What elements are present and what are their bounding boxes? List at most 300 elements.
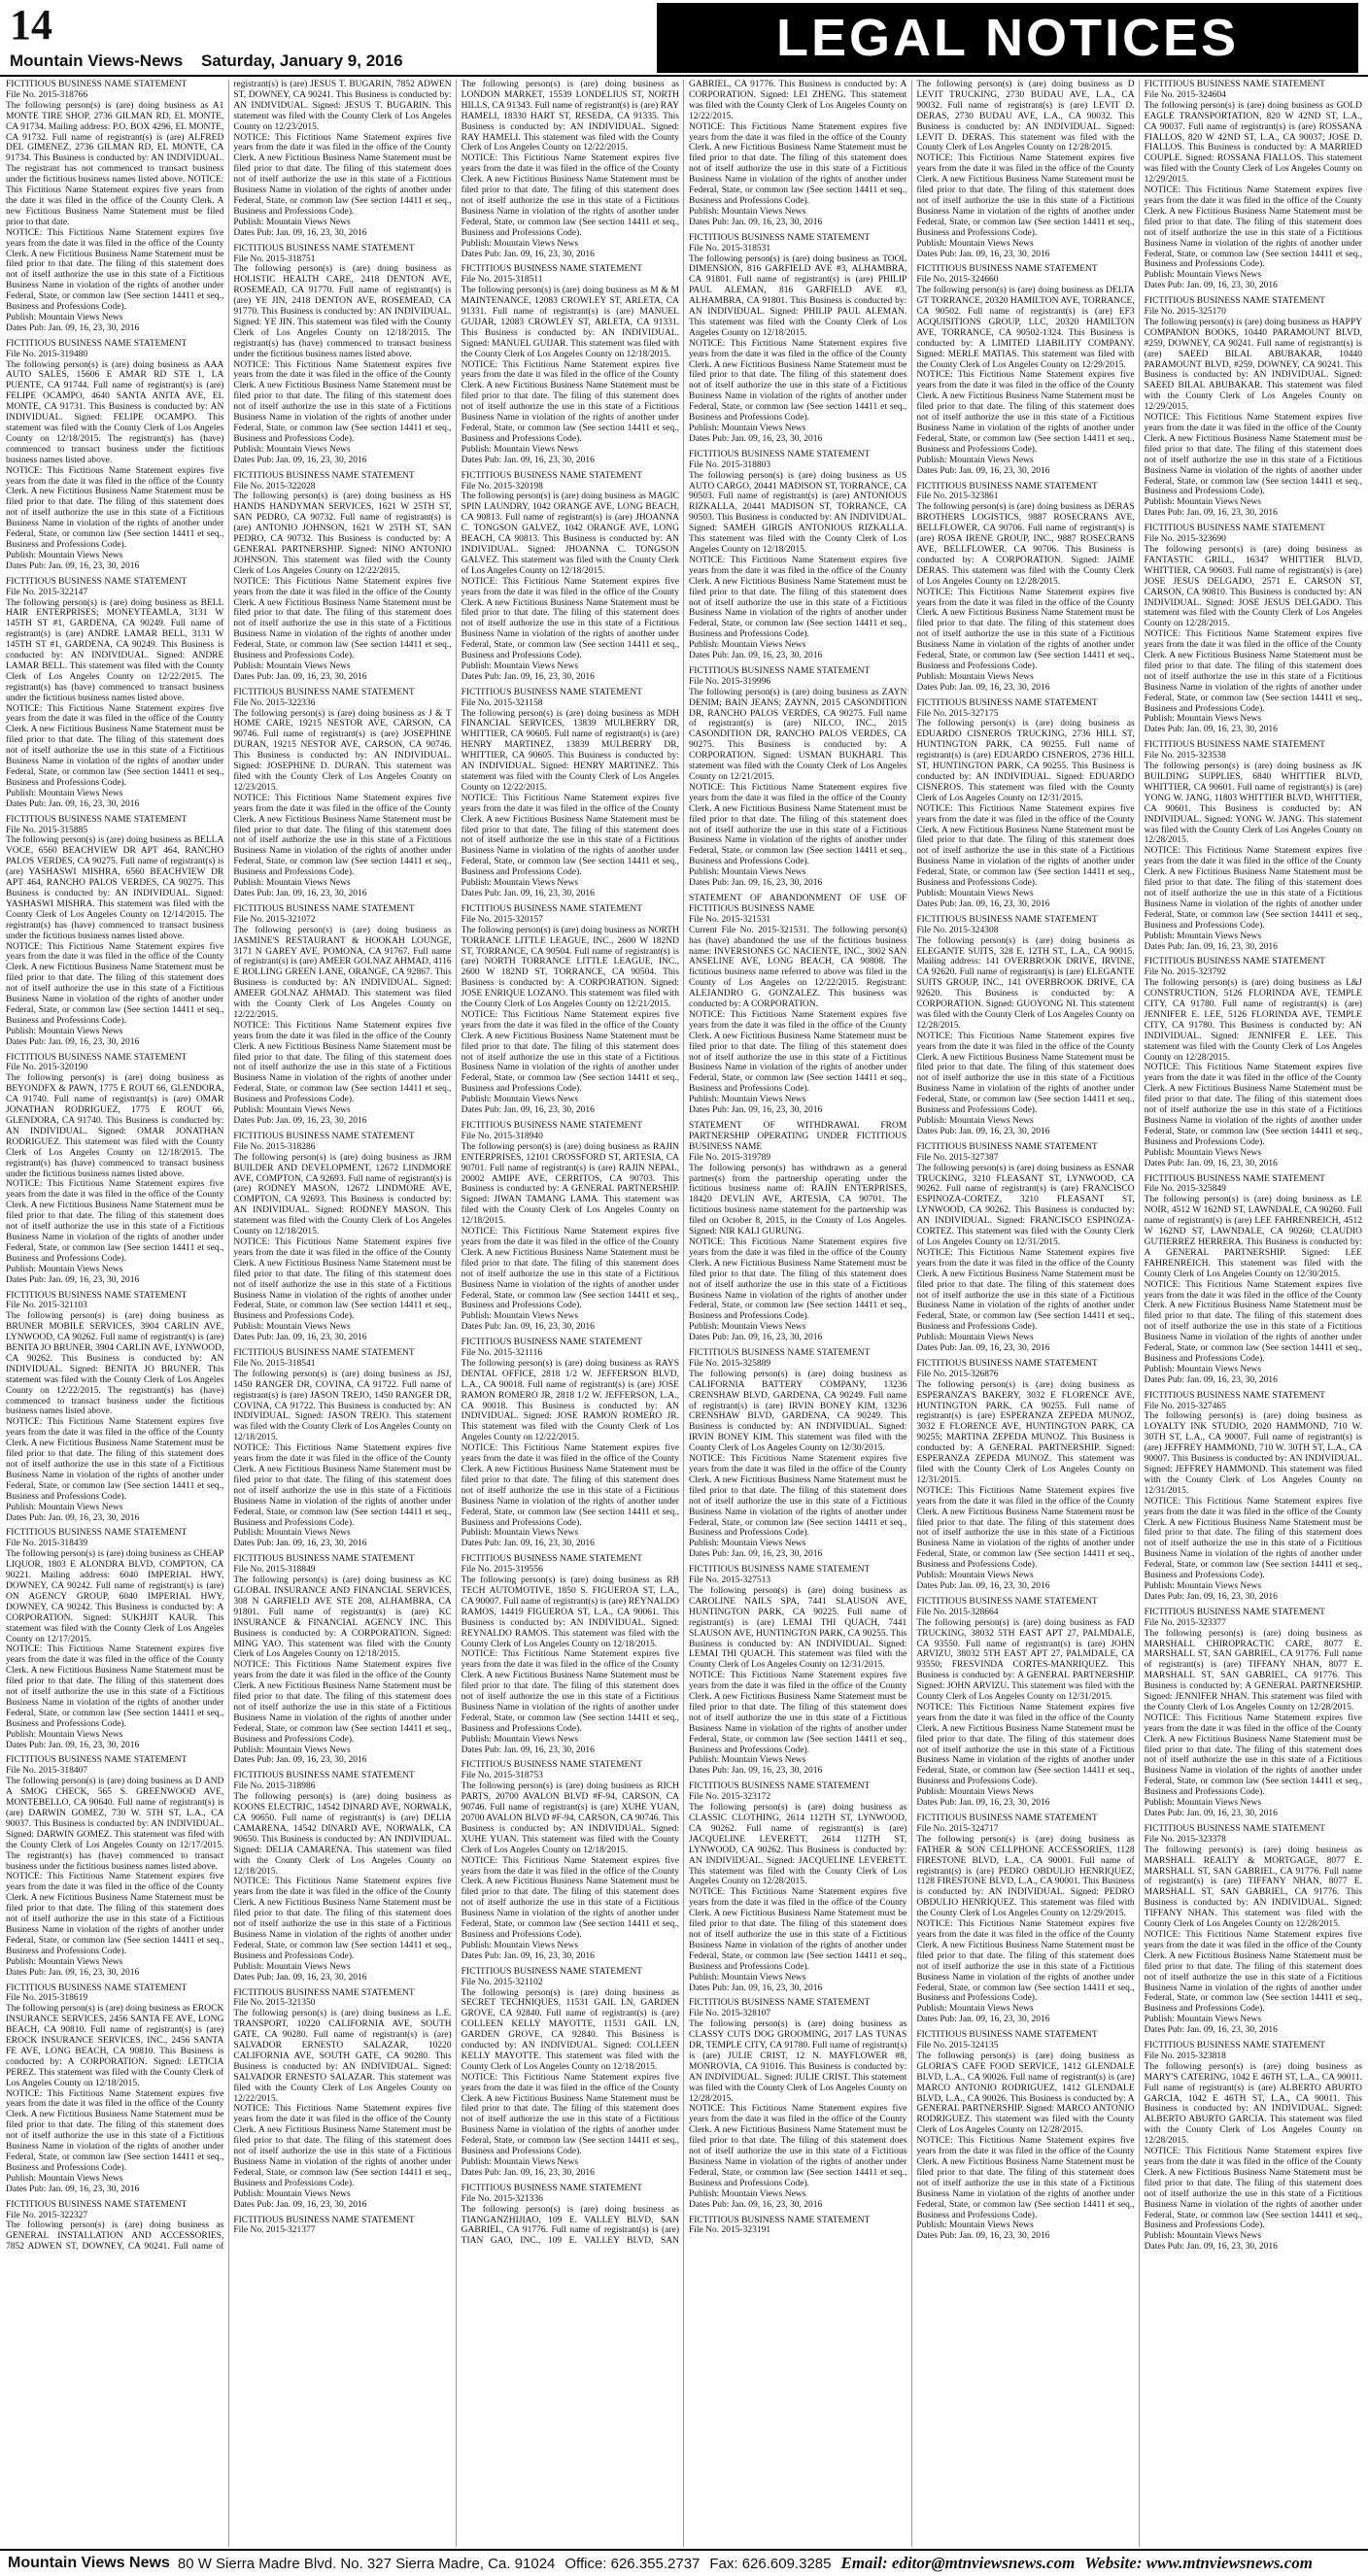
notice-publication-dates: Dates Pub: Jan. 09, 16, 23, 30, 2016 (688, 878, 823, 889)
notice-file-number: File No. 2015-319556 (461, 1565, 543, 1576)
legal-notice (689, 1998, 906, 2210)
notice-file-number: File No. 2015-326876 (916, 1369, 999, 1379)
footer-email[interactable]: Email: editor@mtnviewsnews.com (840, 2554, 1076, 2572)
notice-body: The following person(s) is (are) doing business as US AUTO CARGO, 20441 MADISON ST, TORRANCE, CA 90503. Full name of registrant(s) is (are) ANTONIOUS RIZKALLA, 20441 MADISON ST, TORRANCE, CA 90503. This Business is conducted by: AN INDIVIDUAL. Signed: SAMEH GIRGIS ANTONIOUS RIZKALLA. This statement was filed with the County Clerk of Los Angeles County on 12/18/2015. (688, 470, 907, 555)
notice-publication-dates: Dates Pub: Jan. 09, 16, 23, 30, 2016 (1144, 941, 1278, 952)
notice-heading: FICTITIOUS BUSINESS NAME STATEMENT (233, 1987, 415, 1998)
notice-file-number: File No. 2015-318541 (233, 1358, 316, 1369)
notice-expiry-text: NOTICE: This Fictitious Name Statement expires five years from the date it was filed in the office of the County Clerk. A new Fictitious Business Name Statement must be filed prior to that date. The filing of this statement does not of itself authorize the use in this state of a Fictitious Business Name in violation of the rights of another under Federal, State, or common law (See section 14411 et seq., Business and Professions Code). (233, 1237, 452, 1322)
legal-notice (1145, 740, 1362, 952)
notice-body: The following person(s) is (are) doing business as SECRET TECHNIQUES, 11531 GAIL LN, GARDEN GROVE, CA 92840. Full name of registrant(s) is (are) COLLEEN KELLY MAYOTTE, 11531 GAIL LN, GARDEN GROVE, CA 92840. This Business is conducted by: AN INDIVIDUAL. Signed: COLLEEN KELLY MAYOTTE. This statement was filed with the County Clerk of Los Angeles County on 12/18/2015. (461, 1987, 679, 2072)
notice-publisher: Publish: Mountain Views News (688, 1322, 806, 1333)
notice-body: The following person(s) is (are) doing business as JASMINE'S RESTAURANT & HOOKAH LOUNGE, 3171 N GAREY AVE, POMONA, CA 91767. Full name of registrant(s) is (are) AMEER GOLNAZ AHMAD, 4116 E ROLLING GREEN LANE, ORANGE, CA 92867. This Business is conducted by: AN INDIVIDUAL. Signed: AMEER GOLNAZ AHMAD. This statement was filed with the County Clerk of Los Angeles County on 12/22/2015. (233, 925, 452, 1020)
notice-heading: FICTITIOUS BUSINESS NAME STATEMENT (461, 1338, 643, 1348)
notice-body: The following person(s) has withdrawn as a general partner(s) from the partnership operating under the fictitious business name of: RAJIN ENTERPRISES, 18420 DEVLIN AVE, ARTESIA, CA 90701. The fictitious business name statement for the partnership was filed on October 8, 2015, in the County of Los Angeles. Signed: NIR KALI GURUNG. (688, 1163, 907, 1237)
notice-heading: FICTITIOUS BUSINESS NAME STATEMENT (461, 687, 643, 697)
notice-file-number: File No. 2015-321116 (461, 1348, 543, 1359)
notice-body: The following person(s) is (are) doing business as A1 MONTE TIRE SHOP, 2736 GILMAN RD, EL MONTE, CA 91734. Mailing address: P.O. BOX 4296, EL MONTE, CA 91732. Full name of registrant(s) is (are) ALFRED DEL GIMENEZ, 2736 GILMAN RD, EL MONTE, CA 91734. This Business is conducted by: AN INDIVIDUAL. The registrant has not commenced to transact business under the fictitious business names listed above. NOTICE: This Fictitious Name Statement expires five years from the date it was filed in the office of the County Clerk. A new Fictitious Business Name Statement must be filed prior to that date. (6, 100, 224, 227)
notice-heading: FICTITIOUS BUSINESS NAME STATEMENT (916, 1813, 1098, 1823)
notice-file-number: File No. 2015-319789 (688, 1152, 771, 1163)
notice-publisher: Publish: Mountain Views News (461, 1734, 579, 1745)
notice-body: The following person(s) is (are) doing business as TOOL DIMENSION, 816 GARFIELD AVE #3, ALHAMBRA, CA 91801. Full name of registrant(s) is (are) PHILIP PAUL ALEMAN, 816 GARFIELD AVE #3, ALHAMBRA, CA 91801. This Business is conducted by: AN INDIVIDUAL. Signed: PHILIP PAUL ALEMAN. This statement was filed with the County Clerk of Los Angeles County on 12/18/2015. (688, 254, 907, 338)
notice-body: The following person(s) is (are) doing business as JRM BUILDER AND DEVELOPMENT, 12672 LINDMORE AVE, COMPTON, CA 92693. Full name of registrant(s) is (are) RODNEY MASON, 12672 LINDMORE AVE, COMPTON, CA 92693. This Business is conducted by: AN INDIVIDUAL. Signed: RODNEY MASON. This statement was filed with the County Clerk of Los Angeles County on 12/18/2015. (233, 1152, 452, 1237)
notice-publisher: Publish: Mountain Views News (688, 1972, 806, 1983)
notice-publisher: Publish: Mountain Views News (233, 1745, 351, 1755)
notice-expiry-text: NOTICE: This Fictitious Name Statement expires five years from the date it was filed in the office of the County Clerk. A new Fictitious Business Name Statement must be filed prior to that date. The filing of this statement does not of itself authorize the use in this state of a Fictitious Business Name in violation of the rights of another under Federal, State, or common law (See section 14411 et seq., Business and Professions Code). (461, 1009, 679, 1095)
notice-publisher: Publish: Mountain Views News (233, 217, 351, 227)
legal-notices-columns (6, 80, 1362, 2547)
legal-notice (1145, 1824, 1362, 2036)
notice-heading: FICTITIOUS BUSINESS NAME STATEMENT (461, 264, 643, 275)
legal-notice (233, 688, 451, 899)
notice-file-number: File No. 2015-327465 (1144, 1401, 1226, 1411)
notice-file-number: File No. 2015-318766 (6, 89, 88, 100)
notice-publisher: Publish: Mountain Views News (461, 444, 579, 455)
notice-publication-dates: Dates Pub: Jan. 09, 16, 23, 30, 2016 (461, 1745, 595, 1755)
notice-publisher: Publish: Mountain Views News (916, 238, 1034, 249)
notice-expiry-text: NOTICE: This Fictitious Name Statement expires five years from the date it was filed in the office of the County Clerk. A new Fictitious Business Name Statement must be filed prior to that date. The filing of this statement does not of itself authorize the use in this state of a Fictitious Business Name in violation of the rights of another under Federal, State, or common law (See section 14411 et seq., Business and Professions Code). (1144, 1496, 1362, 1581)
notice-publication-dates: Dates Pub: Jan. 09, 16, 23, 30, 2016 (1144, 1158, 1278, 1169)
notice-publisher: Publish: Mountain Views News (6, 1264, 123, 1274)
legal-notice (916, 264, 1134, 476)
notice-expiry-text: NOTICE: This Fictitious Name Statement expires five years from the date it was filed in the office of the County Clerk. A new Fictitious Business Name Statement must be filed prior to that date. The filing of this statement does not of itself authorize the use in this state of a Fictitious Business Name in violation of the rights of another under Federal, State, or common law (See section 14411 et seq., Business and Professions Code). (688, 782, 907, 867)
legal-notice (916, 698, 1134, 910)
notice-heading: FICTITIOUS BUSINESS NAME STATEMENT (6, 1983, 188, 1993)
notice-expiry-text: NOTICE: This Fictitious Name Statement expires five years from the date it was filed in the office of the County Clerk. A new Fictitious Business Name Statement must be filed prior to that date. The filing of this statement does not of itself authorize the use in this state of a Fictitious Business Name in violation of the rights of another under Federal, State, or common law (See section 14411 et seq., Business and Professions Code). (233, 1443, 452, 1528)
notice-file-number: File No. 2015-323690 (1144, 534, 1226, 545)
notice-file-number: File No. 2015-318511 (461, 275, 543, 286)
legal-notice (689, 450, 906, 661)
notice-publisher: Publish: Mountain Views News (233, 1105, 351, 1116)
notice-file-number: File No. 2015-320190 (6, 1063, 88, 1073)
notice-publication-dates: Dates Pub: Jan. 09, 16, 23, 30, 2016 (916, 1798, 1050, 1809)
notice-publication-dates: Dates Pub: Jan. 09, 16, 23, 30, 2016 (461, 1950, 595, 1961)
notice-file-number: File No. 2015-323861 (916, 491, 999, 502)
notice-publisher: Publish: Mountain Views News (6, 1729, 123, 1740)
notice-file-number: File No. 2015-318849 (233, 1565, 316, 1576)
notice-publisher: Publish: Mountain Views News (461, 2157, 579, 2167)
notice-expiry-text: NOTICE: This Fictitious Name Statement expires five years from the date it was filed in the office of the County Clerk. A new Fictitious Business Name Statement must be filed prior to that date. The filing of this statement does not of itself authorize the use in this state of a Fictitious Business Name in violation of the rights of another under Federal, State, or common law (See section 14411 et seq., Business and Professions Code). (1144, 1929, 1362, 2015)
notice-body: Current File No. 2015-321531. The following person(s) has (have) abandoned the use of the fictitious business name: INVERSIONES GC NACIENTE, INC., 3002 SAN ANSELINE AVE, LONG BEACH, CA 90808. The fictitious business name referred to above was filed in the County of Los Angeles on 12/22/2015. Registrant: ALEJANDRO G. GONZALEZ. This business was conducted by: A CORPORATION. (688, 925, 907, 1010)
notice-expiry-text: NOTICE: This Fictitious Name Statement expires five years from the date it was filed in the office of the County Clerk. A new Fictitious Business Name Statement must be filed prior to that date. The filing of this statement does not of itself authorize the use in this state of a Fictitious Business Name in violation of the rights of another under Federal, State, or common law (See section 14411 et seq., Business and Professions Code). (461, 1443, 679, 1528)
notice-publisher: Publish: Mountain Views News (461, 878, 579, 889)
legal-notice (462, 904, 679, 1116)
notice-publisher: Publish: Mountain Views News (916, 671, 1034, 682)
notice-expiry-text: NOTICE: This Fictitious Name Statement expires five years from the date it was filed in the office of the County Clerk. A new Fictitious Business Name Statement must be filed prior to that date. The filing of this statement does not of itself authorize the use in this state of a Fictitious Business Name in violation of the rights of another under Federal, State, or common law (See section 14411 et seq., Business and Professions Code). (233, 1660, 452, 1745)
notice-file-number: File No. 2015-319996 (688, 676, 771, 687)
notice-publication-dates: Dates Pub: Jan. 09, 16, 23, 30, 2016 (1144, 1591, 1278, 1602)
notice-heading: FICTITIOUS BUSINESS NAME STATEMENT (6, 1052, 188, 1063)
notice-body: The following person(s) is (are) doing business as JK BUILDING SUPPLIES, 6840 WHITTIER BLVD, WHITTIER, CA 90601. Full name of registrant(s) is (are) YONG W. JANG, 11803 WHITTIER BLVD, WHITTIER, CA 90601. This Business is conducted by: AN INDIVIDUAL. Signed: YONG W. JANG. This statement was filed with the County Clerk of Los Angeles County on 12/28/2015. (1144, 762, 1362, 846)
notice-file-number: File No. 2015-324135 (916, 2041, 999, 2051)
notice-publication-dates: Dates Pub: Jan. 09, 16, 23, 30, 2016 (1144, 1374, 1278, 1385)
notice-heading: FICTITIOUS BUSINESS NAME STATEMENT (916, 1141, 1098, 1152)
notice-body: The following person(s) is (are) doing business as BRUNER MOBILE SERVICES, 3904 CARLIN AVE, LYNWOOD, CA 90262. Full name of registrant(s) is (are) BENITA JO BRUNER, 3904 CARLIN AVE, LYNWOOD, CA 90262. This Business is conducted by: AN INDIVIDUAL. Signed: BENITA JO BRUNER. This statement was filed with the County Clerk of Los Angeles County on 12/22/2015. The registrant(s) has (have) commenced to transact business under the fictitious business names listed above. (6, 1311, 224, 1417)
legal-notice (1145, 524, 1362, 735)
notice-file-number: File No. 2015-318753 (461, 1771, 543, 1781)
notice-file-number: File No. 2015-321336 (461, 2193, 543, 2204)
notice-file-number: File No. 2015-318619 (6, 1993, 88, 2004)
legal-notice (6, 1755, 223, 1978)
notice-publisher: Publish: Mountain Views News (461, 1940, 579, 1950)
notice-heading: FICTITIOUS BUSINESS NAME STATEMENT (233, 1771, 415, 1781)
notice-body: The following person(s) is (are) doing business as RAJIN ENTERPRISES, 12101 CROSSFORD ST, ARTESIA, CA 90701. Full name of registrant(s) is (are) RAJIN NEPAL, 20002 AMIPE AVE, CERRITOS, CA 90703. This Business is conducted by: A GENERAL PARTNERSHIP. Signed: JIWAN TAMANG LAMA. This statement was filed with the County Clerk of Los Angeles County on 12/18/2015. (461, 1141, 679, 1227)
footer-publication: Mountain Views News (8, 2555, 170, 2571)
notice-expiry-text: NOTICE: This Fictitious Name Statement expires five years from the date it was filed in the office of the County Clerk. A new Fictitious Business Name Statement must be filed prior to that date. The filing of this statement does not of itself authorize the use in this state of a Fictitious Business Name in violation of the rights of another under Federal, State, or common law (See section 14411 et seq., Business and Professions Code). (916, 153, 1135, 238)
notice-heading: FICTITIOUS BUSINESS NAME STATEMENT (233, 1131, 415, 1141)
notice-file-number: File No. 2015-325889 (688, 1358, 771, 1369)
notice-publication-dates: Dates Pub: Jan. 09, 16, 23, 30, 2016 (461, 671, 595, 682)
notice-heading: FICTITIOUS BUSINESS NAME STATEMENT (1144, 296, 1325, 307)
legal-notice (462, 1121, 679, 1333)
notice-heading: FICTITIOUS BUSINESS NAME STATEMENT (1144, 1607, 1325, 1617)
footer-phone: Office: 626.355.2737 (564, 2555, 701, 2572)
notice-publication-dates: Dates Pub: Jan. 09, 16, 23, 30, 2016 (1144, 2242, 1278, 2253)
notice-publisher: Publish: Mountain Views News (233, 444, 351, 455)
notice-expiry-text: NOTICE: This Fictitious Name Statement expires five years from the date it was filed in the office of the County Clerk. A new Fictitious Business Name Statement must be filed prior to that date. The filing of this statement does not of itself authorize the use in this state of a Fictitious Business Name in violation of the rights of another under Federal, State, or common law (See section 14411 et seq., Business and Professions Code). (916, 1031, 1135, 1116)
notice-publication-dates: Dates Pub: Jan. 09, 16, 23, 30, 2016 (688, 1549, 823, 1560)
notice-expiry-text: NOTICE: This Fictitious Name Statement expires five years from the date it was filed in the office of the County Clerk. A new Fictitious Business Name Statement must be filed prior to that date. The filing of this statement does not of itself authorize the use in this state of a Fictitious Business Name in violation of the rights of another under Federal, State, or common law (See section 14411 et seq., Business and Professions Code). (688, 1237, 907, 1322)
notice-publisher: Publish: Mountain Views News (688, 2188, 806, 2199)
notice-publication-dates: Dates Pub: Jan. 09, 16, 23, 30, 2016 (233, 1333, 367, 1343)
legal-notice (233, 1348, 451, 1549)
legal-notice (6, 80, 223, 334)
notice-file-number: File No. 2015-321350 (233, 1998, 316, 2009)
notice-body: The following person(s) is (are) doing business as LE NOIR, 4512 W 162ND ST, LAWNDALE, CA 90260. Full name of registrant(s) is (are) LEE FAHRENREICH, 4512 W 162ND ST, LAWNDALE, CA 90260; CLAUDIO GUTIERREZ HERRERA. This Business is conducted by: A GENERAL PARTNERSHIP. Signed: LEE FAHRENREICH. This statement was filed with the County Clerk of Los Angeles County on 12/30/2015. (1144, 1195, 1362, 1279)
notice-expiry-text: NOTICE: This Fictitious Name Statement expires five years from the date it was filed in the office of the County Clerk. A new Fictitious Business Name Statement must be filed prior to that date. The filing of this statement does not of itself authorize the use in this state of a Fictitious Business Name in violation of the rights of another under Federal, State, or common law (See section 14411 et seq., Business and Professions Code). (916, 803, 1135, 889)
notice-publisher: Publish: Mountain Views News (461, 238, 579, 249)
footer-address: 80 W Sierra Madre Blvd. No. 327 Sierra Madre, Ca. 91024 (177, 2555, 556, 2572)
notice-publication-dates: Dates Pub: Jan. 09, 16, 23, 30, 2016 (688, 651, 823, 661)
notice-publication-dates: Dates Pub: Jan. 09, 16, 23, 30, 2016 (1144, 2025, 1278, 2036)
notice-publisher: Publish: Mountain Views News (1144, 1147, 1262, 1158)
legal-notice (1145, 296, 1362, 519)
notice-expiry-text: NOTICE: This Fictitious Name Statement expires five years from the date it was filed in the office of the County Clerk. A new Fictitious Business Name Statement must be filed prior to that date. The filing of this statement does not of itself authorize the use in this state of a Fictitious Business Name in violation of the rights of another under Federal, State, or common law (See section 14411 et seq., Business and Professions Code). (916, 587, 1135, 671)
notice-heading: STATEMENT OF WITHDRAWAL FROM PARTNERSHIP OPERATING UNDER FICTITIOUS BUSINESS NAME (688, 1121, 907, 1152)
notice-publication-dates: Dates Pub: Jan. 09, 16, 23, 30, 2016 (916, 2015, 1050, 2025)
legal-notice (689, 1565, 906, 1777)
notice-expiry-text: NOTICE: This Fictitious Name Statement expires five years from the date it was filed in the office of the County Clerk. A new Fictitious Business Name Statement must be filed prior to that date. The filing of this statement does not of itself authorize the use in this state of a Fictitious Business Name in violation of the rights of another under Federal, State, or common law (See section 14411 et seq., Business and Professions Code). (916, 1247, 1135, 1333)
notice-body: The following person(s) is (are) doing business as D LEVIT TRUCKING, 2730 BUDAU AVE, L.A., CA 90032. Full name of registrant(s) is (are) LEVIT D. DERAS, 2730 BUDAU AVE, L.A., CA 90032. This Business is conducted by: AN INDIVIDUAL. Signed: LEVIT D. DERAS. This statement was filed with the County Clerk of Los Angeles County on 12/28/2015. (916, 80, 1135, 153)
legal-notice (916, 1142, 1134, 1354)
masthead-rule (0, 75, 1368, 77)
notice-expiry-text: NOTICE: This Fictitious Name Statement expires five years from the date it was filed in the office of the County Clerk. A new Fictitious Business Name Statement must be filed prior to that date. The filing of this statement does not of itself authorize the use in this state of a Fictitious Business Name in violation of the rights of another under Federal, State, or common law (See section 14411 et seq., Business and Professions Code). (233, 793, 452, 878)
notice-file-number: File No. 2015-320157 (461, 914, 543, 925)
legal-notice (689, 1781, 906, 1993)
notice-heading: FICTITIOUS BUSINESS NAME STATEMENT (1144, 957, 1325, 967)
notice-publication-dates: Dates Pub: Jan. 09, 16, 23, 30, 2016 (6, 1512, 140, 1523)
notice-body: The following person(s) is (are) doing business as MAGIC SPIN LAUNDRY, 1042 ORANGE AVE, LONG BEACH, CA 90813. Full name of registrant(s) is (are) JHOANNA C. TONGSON GALVEZ, 1042 ORANGE AVE, LONG BEACH, CA 90813. This Business is conducted by: AN INDIVIDUAL. Signed: JHOANNA C. TONGSON GALVEZ. This statement was filed with the County Clerk of Los Angeles County on 12/18/2015. (461, 491, 679, 576)
notice-heading: FICTITIOUS BUSINESS NAME STATEMENT (916, 697, 1098, 708)
notice-expiry-text: NOTICE: This Fictitious Name Statement expires five years from the date it was filed in the office of the County Clerk. A new Fictitious Business Name Statement must be filed prior to that date. The filing of this statement does not of itself authorize the use in this state of a Fictitious Business Name in violation of the rights of another under Federal, State, or common law (See section 14411 et seq., Business and Professions Code). (6, 1644, 224, 1729)
notice-publication-dates: Dates Pub: Jan. 09, 16, 23, 30, 2016 (6, 1967, 140, 1978)
notice-publisher: Publish: Mountain Views News (1144, 2231, 1262, 2242)
notice-body: The following person(s) is (are) doing business as J & T HOME CARE, 19215 NESTOR AVE, CARSON, CA 90746. Full name of registrant(s) is (are) JOSEPHINE DURAN, 19215 NESTOR AVE, CARSON, CA 90746. This Business is conducted by: AN INDIVIDUAL. Signed: JOSEPHINE D. DURAN. This statement was filed with the County Clerk of Los Angeles County on 12/23/2015. (233, 708, 452, 793)
notice-publisher: Publish: Mountain Views News (1144, 2015, 1262, 2025)
notice-publication-dates: Dates Pub: Jan. 09, 16, 23, 30, 2016 (916, 1580, 1050, 1591)
notice-expiry-text: NOTICE: This Fictitious Name Statement expires five years from the date it was filed in the office of the County Clerk. A new Fictitious Business Name Statement must be filed prior to that date. The filing of this statement does not of itself authorize the use in this state of a Fictitious Business Name in violation of the rights of another under Federal, State, or common law (See section 14411 et seq., Business and Professions Code). (461, 1855, 679, 1940)
notice-heading: FICTITIOUS BUSINESS NAME STATEMENT (233, 1348, 415, 1359)
notice-body: The following person(s) is (are) doing business as CLASSIC CLOTHING, 2614 112TH ST, LYNWOOD, CA 90262. Full name of registrant(s) is (are) JACQUELINE LEVERETT, 2614 112TH ST, LYNWOOD, CA 90262. This Business is conducted by: AN INDIVIDUAL. Signed: JACQUELINE LEVERETT. This statement was filed with the County Clerk of Los Angeles County on 12/28/2015. (688, 1803, 907, 1887)
notice-heading: FICTITIOUS BUSINESS NAME STATEMENT (233, 903, 415, 914)
notice-publisher: Publish: Mountain Views News (916, 888, 1034, 898)
footer-website[interactable]: Website: www.mtnviewsnews.com (1084, 2554, 1314, 2572)
notice-expiry-text: NOTICE: This Fictitious Name Statement expires five years from the date it was filed in the office of the County Clerk. A new Fictitious Business Name Statement must be filed prior to that date. The filing of this statement does not of itself authorize the use in this state of a Fictitious Business Name in violation of the rights of another under Federal, State, or common law (See section 14411 et seq., Business and Professions Code). (461, 153, 679, 238)
notice-publisher: Publish: Mountain Views News (916, 1333, 1034, 1343)
notice-file-number: File No. 2015-327387 (916, 1152, 999, 1163)
section-title: LEGAL NOTICES (775, 9, 1240, 67)
legal-notice (233, 1771, 451, 1983)
legal-notice (916, 1813, 1134, 2025)
notice-body: The following person(s) is (are) doing business as M & M MAINTENANCE, 12083 CROWLEY ST, ARLETA, CA 91331. Full name of registrant(s) is (are) MANUEL GUIJAR, 12083 CROWLEY ST, ARLETA, CA 91331. This Business is conducted by: AN INDIVIDUAL. Signed: MANUEL GUIJAR. This statement was filed with the County Clerk of Los Angeles County on 12/18/2015. (461, 286, 679, 359)
notice-expiry-text: NOTICE: This Fictitious Name Statement expires five years from the date it was filed in the office of the County Clerk. A new Fictitious Business Name Statement must be filed prior to that date. The filing of this statement does not of itself authorize the use in this state of a Fictitious Business Name in violation of the rights of another under Federal, State, or common law (See section 14411 et seq., Business and Professions Code). (688, 555, 907, 640)
notice-publication-dates: Dates Pub: Jan. 09, 16, 23, 30, 2016 (461, 888, 595, 898)
notice-body: The following person(s) is (are) doing business as HS HANDS HANDYMAN SERVICES, 1621 W 25TH ST, SAN PEDRO, CA 90732. Full name of registrant(s) is (are) ANTONIO JOHNSON, 1621 W 25TH ST, SAN PEDRO, CA 90732. This Business is conducted by: A GENERAL PARTNERSHIP. Signed: NINO ANTONIO JOHNSON. This statement was filed with the County Clerk of Los Angeles County on 12/22/2015. (233, 491, 452, 576)
legal-notice (462, 1554, 679, 1755)
notice-body: The following person(s) is (are) doing business as TIANGANZHIJIAO, 109 E. VALLEY BLVD, SAN GABRIEL, CA 91776. Full name of registrant(s) is (are) TIAN GAO, INC., 109 E. VALLEY BLVD, SAN GABRIEL, CA 91776. This Business is conducted by: A CORPORATION. Signed: LEI ZHENG. This statement was filed with the County Clerk of Los Angeles County on 12/22/2015. (461, 80, 907, 2247)
legal-notice (6, 577, 223, 810)
legal-notice (233, 1132, 451, 1343)
page-footer (0, 2549, 1368, 2576)
notice-publication-dates: Dates Pub: Jan. 09, 16, 23, 30, 2016 (916, 465, 1050, 476)
legal-notice (6, 815, 223, 1048)
notice-expiry-text: NOTICE: This Fictitious Name Statement expires five years from the date it was filed in the office of the County Clerk. A new Fictitious Business Name Statement must be filed prior to that date. The filing of this statement does not of itself authorize the use in this state of a Fictitious Business Name in violation of the rights of another under Federal, State, or common law (See section 14411 et seq., Business and Professions Code). (6, 1417, 224, 1502)
notice-heading: FICTITIOUS BUSINESS NAME STATEMENT (688, 2215, 871, 2225)
notice-publisher: Publish: Mountain Views News (6, 788, 123, 798)
legal-notice (689, 894, 906, 1116)
notice-body: The following person(s) is (are) doing business as RB TECH AUTOMOTIVE, 1850 S. FIGUEROA ST, L.A., CA 90007. Full name of registrant(s) is (are) REYNALDO RAMOS, 14419 FIGUEROA ST, L.A., CA 90061. This Business is conducted by: AN INDIVIDUAL. Signed: REYNALDO RAMOS. This statement was filed with the County Clerk of Los Angeles County on 12/18/2015. (461, 1576, 679, 1649)
notice-file-number: File No. 2015-321102 (461, 1977, 543, 1987)
notice-publication-dates: Dates Pub: Jan. 09, 16, 23, 30, 2016 (233, 1755, 367, 1766)
notice-heading: FICTITIOUS BUSINESS NAME STATEMENT (6, 814, 188, 825)
notice-publisher: Publish: Mountain Views News (6, 1026, 123, 1036)
legal-notice (689, 233, 906, 445)
notice-publication-dates: Dates Pub: Jan. 09, 16, 23, 30, 2016 (6, 560, 140, 571)
notice-body: The following person(s) is (are) doing business as GENERAL INSTALLATION AND ACCESSORIES, 7852 ADWEN ST, DOWNEY, CA 90241. Full name of registrant(s) is (are) JESUS T. BUGARIN, 7852 ADWEN ST, DOWNEY, CA 90241. This Business is conducted by: AN INDIVIDUAL. Signed: JESUS T. BUGARIN. This statement was filed with the County Clerk of Los Angeles County on 12/23/2015. (6, 80, 452, 2253)
legal-notice (689, 666, 906, 889)
notice-publication-dates: Dates Pub: Jan. 09, 16, 23, 30, 2016 (916, 249, 1050, 259)
notice-heading: FICTITIOUS BUSINESS NAME STATEMENT (233, 470, 415, 481)
notice-publisher: Publish: Mountain Views News (916, 1571, 1034, 1581)
notice-heading: FICTITIOUS BUSINESS NAME STATEMENT (233, 2215, 415, 2225)
notice-expiry-text: NOTICE: This Fictitious Name Statement expires five years from the date it was filed in the office of the County Clerk. A new Fictitious Business Name Statement must be filed prior to that date. The filing of this statement does not of itself authorize the use in this state of a Fictitious Business Name in violation of the rights of another under Federal, State, or common law (See section 14411 et seq., Business and Professions Code). (6, 703, 224, 788)
notice-heading: FICTITIOUS BUSINESS NAME STATEMENT (6, 338, 188, 349)
notice-publication-dates: Dates Pub: Jan. 09, 16, 23, 30, 2016 (6, 2184, 140, 2194)
legal-notice (6, 339, 223, 572)
notice-body: The following person(s) is (are) doing business as ESNAR TRUCKING, 3210 FLEASANT ST, LYNWOOD, CA 90262. Full name of registrant(s) is (are) FRANCISCO ESPINOZA-CORTEZ, 3210 FLEASANT ST, LYNWOOD, CA 90262. This Business is conducted by: AN INDIVIDUAL. Signed: FRANCISCO ESPINOZA-CORTEZ. This statement was filed with the County Clerk of Los Angeles County on 12/31/2015. (916, 1163, 1135, 1247)
notice-heading: FICTITIOUS BUSINESS NAME STATEMENT (916, 1596, 1098, 1607)
notice-body: The following person(s) is (are) doing business as ELEGANTE SUITS, 328 E. 12TH ST., L.A., CA 90015. Mailing address: 141 OVERBROOK DRIVE, IRVINE, CA 92620. Full name of registrant(s) is (are) ELEGANTE SUITS GROUP, INC., 141 OVERBROOK DRIVE, CA 92620. This Business is conducted by: A CORPORATION. Signed: GUOYONG NI. This statement was filed with the County Clerk of Los Angeles County on 12/28/2015. (916, 935, 1135, 1031)
legal-notice (462, 688, 679, 899)
notice-expiry-text: NOTICE: This Fictitious Name Statement expires five years from the date it was filed in the office of the County Clerk. A new Fictitious Business Name Statement must be filed prior to that date. The filing of this statement does not of itself authorize the use in this state of a Fictitious Business Name in violation of the rights of another under Federal, State, or common law (See section 14411 et seq., Business and Professions Code). (688, 1671, 907, 1755)
legal-notice (462, 1338, 679, 1549)
notice-file-number: File No. 2015-325849 (1144, 1184, 1226, 1195)
notice-expiry-text: NOTICE: This Fictitious Name Statement expires five years from the date it was filed in the office of the County Clerk. A new Fictitious Business Name Statement must be filed prior to that date. The filing of this statement does not of itself authorize the use in this state of a Fictitious Business Name in violation of the rights of another under Federal, State, or common law (See section 14411 et seq., Business and Professions Code). (6, 1179, 224, 1264)
notice-publisher: Publish: Mountain Views News (233, 1322, 351, 1333)
notice-expiry-text: NOTICE: This Fictitious Name Statement expires five years from the date it was filed in the office of the County Clerk. A new Fictitious Business Name Statement must be filed prior to that date. The filing of this statement does not of itself authorize the use in this state of a Fictitious Business Name in violation of the rights of another under Federal, State, or common law (See section 14411 et seq., Business and Professions Code). (1144, 1063, 1362, 1147)
notice-publisher: Publish: Mountain Views News (688, 206, 806, 217)
notice-body: The following person(s) is (are) doing business as HAPPY COMPANION BOOKS, 10440 PARAMOUNT BLVD, #259, DOWNEY, CA 90241. Full name of registrant(s) is (are) SAEED BILAL ABUBAKAR, 10440 PARAMOUNT BLVD, #259, DOWNEY, CA 90241. This Business is conducted by: AN INDIVIDUAL. Signed: SAEED BILAL ABUBAKAR. This statement was filed with the County Clerk of Los Angeles County on 12/29/2015. (1144, 317, 1362, 413)
notice-body: The following person(s) is (are) doing business as HOLISTIC HEALTH CARE, 2418 DENTON AVE, ROSEMEAD, CA 91770. Full name of registrant(s) is (are) YE JIN, 2418 DENTON AVE, ROSEMEAD, CA 91770. This Business is conducted by: AN INDIVIDUAL. Signed: YE JIN. This statement was filed with the County Clerk of Los Angeles County on 12/18/2015. The registrant(s) has (have) commenced to transact business under the fictitious business names listed above. (233, 264, 452, 359)
issue-date: Saturday, January 9, 2016 (200, 51, 403, 70)
notice-body: The following person(s) is (are) doing business as D AND A SMOG CHECK, 565 S. GREENWOOD AVE, MONTEBELLO, CA 90640. Full name of registrant(s) is (are) DARWIN GOMEZ, 730 W. 5TH ST, L.A., CA 90037. This Business is conducted by: AN INDIVIDUAL. Signed: DARWIN GOMEZ. This statement was filed with the County Clerk of Los Angeles County on 12/17/2015. The registrant(s) has (have) commenced to transact business under the fictitious business names listed above. (6, 1777, 224, 1872)
notice-file-number: File No. 2015-319480 (6, 349, 88, 359)
notice-heading: FICTITIOUS BUSINESS NAME STATEMENT (1144, 1173, 1325, 1184)
notice-expiry-text: NOTICE: This Fictitious Name Statement expires five years from the date it was filed in the office of the County Clerk. A new Fictitious Business Name Statement must be filed prior to that date. The filing of this statement does not of itself authorize the use in this state of a Fictitious Business Name in violation of the rights of another under Federal, State, or common law (See section 14411 et seq., Business and Professions Code). (6, 2088, 224, 2173)
notice-file-number: File No. 2015-323172 (688, 1792, 771, 1803)
notice-body: The following person(s) is (are) doing business as L&J CONSTRUCTION, 5126 FLORINDA AVE, TEMPLE CITY, CA 91780. Full name of registrant(s) is (are) JENNIFER E. LEE, 5126 FLORINDA AVE, TEMPLE CITY, CA 91780. This Business is conducted by: AN INDIVIDUAL. Signed: JENNIFER E. LEE. This statement was filed with the County Clerk of Los Angeles County on 12/28/2015. (1144, 978, 1362, 1063)
notice-heading: FICTITIOUS BUSINESS NAME STATEMENT (1144, 80, 1325, 89)
notice-file-number: File No. 2015-328107 (688, 2009, 771, 2019)
notice-body: The following person(s) is (are) doing business as ESPERANZA'S BAKERY, 3032 E FLORENCE AVE, HUNTINGTON PARK, CA 90255. Full name of registrant(s) is (are) ESPERANZA ZEPEDA MUNOZ, 3032 E FLORENCE AVE, HUNTINGTON PARK, CA 90255; MARTINA ZEPEDA MUNOZ. This Business is conducted by: A GENERAL PARTNERSHIP. Signed: ESPERANZA ZEPEDA MUNOZ. This statement was filed with the County Clerk of Los Angeles County on 12/31/2015. (916, 1379, 1135, 1485)
notice-expiry-text: NOTICE: This Fictitious Name Statement expires five years from the date it was filed in the office of the County Clerk. A new Fictitious Business Name Statement must be filed prior to that date. The filing of this statement does not of itself authorize the use in this state of a Fictitious Business Name in violation of the rights of another under Federal, State, or common law (See section 14411 et seq., Business and Professions Code). (1144, 1279, 1362, 1364)
notice-file-number: File No. 2015-322028 (233, 481, 316, 491)
notice-publication-dates: Dates Pub: Jan. 09, 16, 23, 30, 2016 (461, 1322, 595, 1333)
notice-body: The following person(s) is (are) doing business as DERAS BROTHERS LOGISTICS, 9887 ROSECRANS AVE, BELLFLOWER, CA 90706. Full name of registrant(s) is (are) ROSA IRENE GROUP, INC., 9887 ROSECRANS AVE, BELLFLOWER, CA 90706. This Business is conducted by: A CORPORATION. Signed: JAIME DERAS. This statement was filed with the County Clerk of Los Angeles County on 12/28/2015. (916, 502, 1135, 587)
notice-publisher: Publish: Mountain Views News (1144, 714, 1262, 725)
notice-expiry-text: NOTICE: This Fictitious Name Statement expires five years from the date it was filed in the office of the County Clerk. A new Fictitious Business Name Statement must be filed prior to that date. The filing of this statement does not of itself authorize the use in this state of a Fictitious Business Name in violation of the rights of another under Federal, State, or common law (See section 14411 et seq., Business and Professions Code). (916, 1485, 1135, 1571)
notice-body: The following person(s) is (are) doing business as LONDON MARKET, 15539 LONDELIUS ST, NORTH HILLS, CA 91343. Full name of registrant(s) is (are) RAY HAMELI, 18330 HART ST, RESEDA, CA 91335. This Business is conducted by: AN INDIVIDUAL. Signed: RAY HAMELI. This statement was filed with the County Clerk of Los Angeles County on 12/22/2015. (461, 80, 679, 153)
notice-expiry-text: NOTICE: This Fictitious Name Statement expires five years from the date it was filed in the office of the County Clerk. A new Fictitious Business Name Statement must be filed prior to that date. The filing of this statement does not of itself authorize the use in this state of a Fictitious Business Name in violation of the rights of another under Federal, State, or common law (See section 14411 et seq., Business and Professions Code). (916, 1919, 1135, 2004)
notice-expiry-text: NOTICE: This Fictitious Name Statement expires five years from the date it was filed in the office of the County Clerk. A new Fictitious Business Name Statement must be filed prior to that date. The filing of this statement does not of itself authorize the use in this state of a Fictitious Business Name in violation of the rights of another under Federal, State, or common law (See section 14411 et seq., Business and Professions Code). (916, 370, 1135, 455)
notice-expiry-text: NOTICE: This Fictitious Name Statement expires five years from the date it was filed in the office of the County Clerk. A new Fictitious Business Name Statement must be filed prior to that date. The filing of this statement does not of itself authorize the use in this state of a Fictitious Business Name in violation of the rights of another under Federal, State, or common law (See section 14411 et seq., Business and Professions Code). (1144, 186, 1362, 270)
notice-file-number: File No. 2015-323538 (1144, 751, 1226, 762)
notice-body: The following person(s) is (are) doing business as CAROLINE NAILS SPA, 7441 SLAUSON AVE, HUNTINGTON PARK, CA 90225. Full name of registrant(s) is (are) LEMAI THI QUACH, 7441 SLAUSON AVE, HUNTINGTON PARK, CA 90255. This Business is conducted by: AN INDIVIDUAL. Signed: LEMAI THI QUACH. This statement was filed with the County Clerk of Los Angeles County on 12/31/2015. (688, 1585, 907, 1671)
notice-heading: FICTITIOUS BUSINESS NAME STATEMENT (233, 243, 415, 254)
legal-notice (1145, 957, 1362, 1169)
notice-publication-dates: Dates Pub: Jan. 09, 16, 23, 30, 2016 (916, 898, 1050, 909)
legal-notice (462, 471, 679, 683)
notice-file-number: File No. 2015-323818 (1144, 2051, 1226, 2061)
notice-file-number: File No. 2015-318531 (688, 243, 771, 254)
notice-publication-dates: Dates Pub: Jan. 09, 16, 23, 30, 2016 (1144, 508, 1278, 519)
notice-file-number: File No. 2015-318803 (688, 459, 771, 470)
legal-notice (916, 915, 1134, 1137)
notice-publisher: Publish: Mountain Views News (461, 1311, 579, 1322)
notice-expiry-text: NOTICE: This Fictitious Name Statement expires five years from the date it was filed in the office of the County Clerk. A new Fictitious Business Name Statement must be filed prior to that date. The filing of this statement does not of itself authorize the use in this state of a Fictitious Business Name in violation of the rights of another under Federal, State, or common law (See section 14411 et seq., Business and Professions Code). (688, 1009, 907, 1095)
notice-body: The following person(s) is (are) doing business as FATHER & SON CELLPHONE ACCESSORIES, 1128 FIRESTONE BLVD, L.A., CA 90001. Full name of registrant(s) is (are) PEDRO OBDULIO HENRIQUEZ, 1128 FIRESTONE BLVD, L.A., CA 90001. This Business is conducted by: AN INDIVIDUAL. Signed: PEDRO OBDULIO HENRIQUEZ. This statement was filed with the County Clerk of Los Angeles County on 12/29/2015. (916, 1834, 1135, 1919)
notice-body: The following person(s) is (are) doing business as BELL HAIR ENTERPRISES; MONEYTEAMLA, 3131 W 145TH ST #1, GARDENA, CA 90249. Full name of registrant(s) is (are) ANDRE LAMAR BELL, 3131 W 145TH ST #1, GARDENA, CA 90249. This Business is conducted by: AN INDIVIDUAL. Signed: ANDRE LAMAR BELL. This statement was filed with the County Clerk of Los Angeles County on 12/22/2015. The registrant(s) has (have) commenced to transact business under the fictitious business names listed above. (6, 597, 224, 703)
notice-publication-dates: Dates Pub: Jan. 09, 16, 23, 30, 2016 (233, 888, 367, 898)
legal-notice (916, 1359, 1134, 1592)
notice-heading: FICTITIOUS BUSINESS NAME STATEMENT (461, 1554, 643, 1565)
notice-publisher: Publish: Mountain Views News (6, 1502, 123, 1512)
notice-file-number: File No. 2015-327513 (688, 1576, 771, 1586)
notice-expiry-text: NOTICE: This Fictitious Name Statement expires five years from the date it was filed in the office of the County Clerk. A new Fictitious Business Name Statement must be filed prior to that date. The filing of this statement does not of itself authorize the use in this state of a Fictitious Business Name in violation of the rights of another under Federal, State, or common law (See section 14411 et seq., Business and Professions Code). (233, 359, 452, 444)
notice-publisher: Publish: Mountain Views News (6, 312, 123, 322)
notice-publication-dates: Dates Pub: Jan. 09, 16, 23, 30, 2016 (461, 1105, 595, 1116)
notice-heading: FICTITIOUS BUSINESS NAME STATEMENT (916, 264, 1098, 275)
notice-publisher: Publish: Mountain Views News (233, 1528, 351, 1539)
notice-file-number: File No. 2015-322336 (233, 697, 316, 708)
notice-expiry-text: NOTICE: This Fictitious Name Statement expires five years from the date it was filed in the office of the County Clerk. A new Fictitious Business Name Statement must be filed prior to that date. The filing of this statement does not of itself authorize the use in this state of a Fictitious Business Name in violation of the rights of another under Federal, State, or common law (See section 14411 et seq., Business and Professions Code). (461, 359, 679, 444)
notice-expiry-text: NOTICE: This Fictitious Name Statement expires five years from the date it was filed in the office of the County Clerk. A new Fictitious Business Name Statement must be filed prior to that date. The filing of this statement does not of itself authorize the use in this state of a Fictitious Business Name in violation of the rights of another under Federal, State, or common law (See section 14411 et seq., Business and Professions Code). (916, 2136, 1135, 2220)
notice-heading: FICTITIOUS BUSINESS NAME STATEMENT (461, 1760, 643, 1771)
notice-file-number: File No. 2015-321377 (233, 2225, 316, 2236)
notice-file-number: File No. 2015-318940 (461, 1131, 543, 1141)
notice-body: The following person(s) is (are) doing business as MDH FINANCIAL SERVICES, 13839 MULBERRY DR, WHITTIER, CA 90605. Full name of registrant(s) is (are) HENRY MARTINEZ, 13839 MULBERRY DR, WHITTIER, CA 90605. This Business is conducted by: AN INDIVIDUAL. Signed: HENRY MARTINEZ. This statement was filed with the County Clerk of Los Angeles County on 12/22/2015. (461, 708, 679, 793)
notice-heading: FICTITIOUS BUSINESS NAME STATEMENT (688, 1565, 871, 1576)
legal-notice (233, 471, 451, 683)
notice-body: The following person(s) is (are) doing business as MARSHALL CHIROPRACTIC CARE, 8077 E. MARSHALL ST, SAN GABRIEL, CA 91776. Full name of registrant(s) is (are) TIFFANY NHAN, 8077 E. MARSHALL ST, SAN GABRIEL, CA 91776. This Business is conducted by: A GENERAL PARTNERSHIP. Signed: JENNIFER NHAN. This statement was filed with the County Clerk of Los Angeles County on 12/28/2015. (1144, 1628, 1362, 1712)
notice-file-number: File No. 2015-323191 (688, 2225, 771, 2236)
legal-notice (233, 904, 451, 1127)
notice-publication-dates: Dates Pub: Jan. 09, 16, 23, 30, 2016 (461, 2167, 595, 2178)
notice-publication-dates: Dates Pub: Jan. 09, 16, 23, 30, 2016 (688, 1105, 823, 1116)
legal-notice (233, 1988, 451, 2211)
notice-body: The following person(s) is (are) doing business as NORTH TORRANCE LITTLE LEAGUE, INC., 2600 W 182ND ST, TORRANCE, CA 90504. Full name of registrant(s) is (are) NORTH TORRANCE LITTLE LEAGUE, INC., 2600 W 182ND ST, TORRANCE, CA 90504. This Business is conducted by: A CORPORATION. Signed: JOSE ENRIQUE LOZANO. This statement was filed with the County Clerk of Los Angeles County on 12/21/2015. (461, 925, 679, 1010)
notice-body: The following person(s) is (are) doing business as CHEAP LIQUOR, 1803 E ALONDRA BLVD, COMPTON, CA 90221. Mailing address: 6040 IMPERIAL HWY, DOWNEY, CA 90242. Full name of registrant(s) is (are) ON AGENCY GROUP, 6040 IMPERIAL HWY, DOWNEY, CA 90242. This Business is conducted by: A CORPORATION. Signed: SUKHJIT KAUR. This statement was filed with the County Clerk of Los Angeles County on 12/17/2015. (6, 1549, 224, 1644)
notice-body: The following person(s) is (are) doing business as GLORIA'S CAFE FOOD SERVICE, 1412 GLENDALE BLVD, L.A., CA 90026. Full name of registrant(s) is (are) MARCO ANTONIO RODRIGUEZ, 1412 GLENDALE BLVD, L.A., CA 90026. This Business is conducted by: A GENERAL PARTNERSHIP. Signed: MARCO ANTONIO RODRIGUEZ. This statement was filed with the County Clerk of Los Angeles County on 12/28/2015. (916, 2051, 1135, 2136)
notice-heading: FICTITIOUS BUSINESS NAME STATEMENT (688, 1998, 871, 2009)
notice-publication-dates: Dates Pub: Jan. 09, 16, 23, 30, 2016 (233, 671, 367, 682)
notice-publication-dates: Dates Pub: Jan. 09, 16, 23, 30, 2016 (6, 1740, 140, 1750)
notice-heading: FICTITIOUS BUSINESS NAME STATEMENT (461, 470, 643, 481)
notice-publisher: Publish: Mountain Views News (233, 1961, 351, 1972)
legal-notice (6, 1983, 223, 2195)
notice-publisher: Publish: Mountain Views News (461, 1528, 579, 1539)
legal-notice (6, 1291, 223, 1524)
notice-body: The following person(s) is (are) doing business as BELLA VOCE, 6560 BEACHVIEW DR APT 464, RANCHO PALOS VERDES, CA 90275. Full name of registrant(s) is (are) YASHASWI MISHRA, 6560 BEACHVIEW DR APT 464, RANCHO PALOS VERDES, CA 90275. This Business is conducted by: AN INDIVIDUAL. Signed: YASHASWI MISHRA. This statement was filed with the County Clerk of Los Angeles County on 12/14/2015. The registrant(s) has (have) commenced to transact business under the fictitious business names listed above. (6, 835, 224, 941)
notice-file-number: File No. 2015-320198 (461, 481, 543, 491)
notice-heading: STATEMENT OF ABANDONMENT OF USE OF FICTITIOUS BUSINESS NAME (688, 893, 907, 914)
notice-publication-dates: Dates Pub: Jan. 09, 16, 23, 30, 2016 (1144, 725, 1278, 735)
notice-publication-dates: Dates Pub: Jan. 09, 16, 23, 30, 2016 (233, 1539, 367, 1549)
masthead-subtitle (10, 51, 417, 72)
notice-heading: FICTITIOUS BUSINESS NAME STATEMENT (1144, 1390, 1325, 1401)
notice-publisher: Publish: Mountain Views News (688, 640, 806, 651)
notice-heading: FICTITIOUS BUSINESS NAME STATEMENT (1144, 524, 1325, 534)
notice-publication-dates: Dates Pub: Jan. 09, 16, 23, 30, 2016 (6, 1274, 140, 1285)
notice-publication-dates: Dates Pub: Jan. 09, 16, 23, 30, 2016 (688, 1983, 823, 1993)
notice-publication-dates: Dates Pub: Jan. 09, 16, 23, 30, 2016 (6, 798, 140, 809)
legal-notice (1145, 2041, 1362, 2253)
notice-heading: FICTITIOUS BUSINESS NAME STATEMENT (6, 1528, 188, 1539)
section-banner (657, 3, 1358, 73)
notice-heading: FICTITIOUS BUSINESS NAME STATEMENT (916, 481, 1098, 491)
notice-heading: FICTITIOUS BUSINESS NAME STATEMENT (461, 903, 643, 914)
notice-expiry-text: NOTICE: This Fictitious Name Statement expires five years from the date it was filed in the office of the County Clerk. A new Fictitious Business Name Statement must be filed prior to that date. The filing of this statement does not of itself authorize the use in this state of a Fictitious Business Name in violation of the rights of another under Federal, State, or common law (See section 14411 et seq., Business and Professions Code). (1144, 2147, 1362, 2231)
notice-body: The following person(s) is (are) doing business as RICH PARTS, 20700 AVALON BLVD #F-94, CARSON, CA 90746. Full name of registrant(s) is (are) XUHE YUAN, 20700 AVALON BLVD #F-94, CARSON, CA 90746. This Business is conducted by: AN INDIVIDUAL. Signed: XUHE YUAN. This statement was filed with the County Clerk of Los Angeles County on 12/18/2015. (461, 1781, 679, 1855)
legal-notice (916, 482, 1134, 694)
notice-body: The following person(s) is (are) doing business as FAD TRUCKING, 38032 5TH EAST APT 27, PALMDALE, CA 93550. Full name of registrant(s) is (are) JOHN ARVIZU, 38032 5TH EAST APT 27, PALMDALE, CA 93550; FRESVINDA CORTES-MANRIQUEZ. This Business is conducted by: A GENERAL PARTNERSHIP. Signed: JOHN ARVIZU. This statement was filed with the County Clerk of Los Angeles County on 12/31/2015. (916, 1617, 1135, 1703)
notice-publisher: Publish: Mountain Views News (1144, 931, 1262, 941)
notice-publication-dates: Dates Pub: Jan. 09, 16, 23, 30, 2016 (916, 1126, 1050, 1136)
notice-publisher: Publish: Mountain Views News (1144, 1798, 1262, 1809)
legal-notice (1145, 1174, 1362, 1386)
legal-notice (1145, 1391, 1362, 1603)
notice-heading: FICTITIOUS BUSINESS NAME STATEMENT (1144, 2041, 1325, 2051)
notice-publication-dates: Dates Pub: Jan. 09, 16, 23, 30, 2016 (916, 682, 1050, 693)
notice-publisher: Publish: Mountain Views News (916, 455, 1034, 465)
notice-publisher: Publish: Mountain Views News (688, 1539, 806, 1549)
notice-publisher: Publish: Mountain Views News (688, 867, 806, 878)
notice-body: The following person(s) is (are) doing business as CLASSY CUTS DOG GROOMING, 2017 LAS TUNAS DR, TEMPLE CITY, CA 91780. Full name of registrant(s) is (are) JULIE CRIST, 12 N. MAYFLOWER #8, MONROVIA, CA 91016. This Business is conducted by: AN INDIVIDUAL. Signed: JULIE CRIST. This statement was filed with the County Clerk of Los Angeles County on 12/28/2015. (688, 2019, 907, 2104)
notice-publication-dates: Dates Pub: Jan. 09, 16, 23, 30, 2016 (461, 1539, 595, 1549)
notice-heading: FICTITIOUS BUSINESS NAME STATEMENT (688, 1348, 871, 1359)
notice-body: The following person(s) is (are) doing business as EROCK INSURANCE SERVICES, 2456 SANTA FE AVE, LONG BEACH, CA 90810. Full name of registrant(s) is (are) EROCK INSURANCE SERVICES, INC., 2456 SANTA FE AVE, LONG BEACH, CA 90810. This Business is conducted by: A CORPORATION. Signed: LETICIA PEREZ. This statement was filed with the County Clerk of Los Angeles County on 12/18/2015. (6, 2004, 224, 2088)
notice-publication-dates: Dates Pub: Jan. 09, 16, 23, 30, 2016 (688, 1333, 823, 1343)
notice-body: The following person(s) is (are) doing business as DELTA GT TORRANCE, 20320 HAMILTON AVE, TORRANCE, CA 90502. Full name of registrant(s) is (are) EF3 ACQUISITIONS GROUP, LLC, 20320 HAMILTON AVE, TORRANCE, CA 90502-1324. This Business is conducted by: A LIMITED LIABILITY COMPANY. Signed: MERLE MATIAS. This statement was filed with the County Clerk of Los Angeles County on 12/29/2015. (916, 286, 1135, 370)
notice-publication-dates: Dates Pub: Jan. 09, 16, 23, 30, 2016 (233, 1972, 367, 1983)
notice-file-number: File No. 2015-318407 (6, 1766, 88, 1777)
notice-expiry-text: NOTICE: This Fictitious Name Statement expires five years from the date it was filed in the office of the County Clerk. A new Fictitious Business Name Statement must be filed prior to that date. The filing of this statement does not of itself authorize the use in this state of a Fictitious Business Name in violation of the rights of another under Federal, State, or common law (See section 14411 et seq., Business and Professions Code). (688, 338, 907, 424)
notice-body: The following person(s) is (are) doing business as BEYONDFX & PAWN, 1775 E ROUT 66, GLENDORA, CA 91740. Full name of registrant(s) is (are) OMAR JONATHAN RODRIGUEZ, 1775 E ROUT 66, GLENDORA, CA 91740. This Business is conducted by: AN INDIVIDUAL. Signed: OMAR JONATHAN RODRIGUEZ. This statement was filed with the County Clerk of Los Angeles County on 12/18/2015. The registrant(s) has (have) commenced to transact business under the fictitious business names listed above. (6, 1073, 224, 1179)
notice-file-number: File No. 2015-321072 (233, 914, 316, 925)
notice-expiry-text: NOTICE: This Fictitious Name Statement expires five years from the date it was filed in the office of the County Clerk. A new Fictitious Business Name Statement must be filed prior to that date. The filing of this statement does not of itself authorize the use in this state of a Fictitious Business Name in violation of the rights of another under Federal, State, or common law (See section 14411 et seq., Business and Professions Code). (461, 576, 679, 661)
notice-body: The following person(s) is (are) doing business as ZAYN DENIM; BAIN JEANS; ZAYNN, 2015 CASONDITION DR, RANCHO PALOS VERDES, CA 90275. Full name of registrant(s) is (are) NILCO, INC., 2015 CASONDITION DR, RANCHO PALOS VERDES, CA 90275. This Business is conducted by: A CORPORATION. Signed: USMAN BUKHARI. This statement was filed with the County Clerk of Los Angeles County on 12/21/2015. (688, 687, 907, 782)
legal-notice (462, 264, 679, 465)
